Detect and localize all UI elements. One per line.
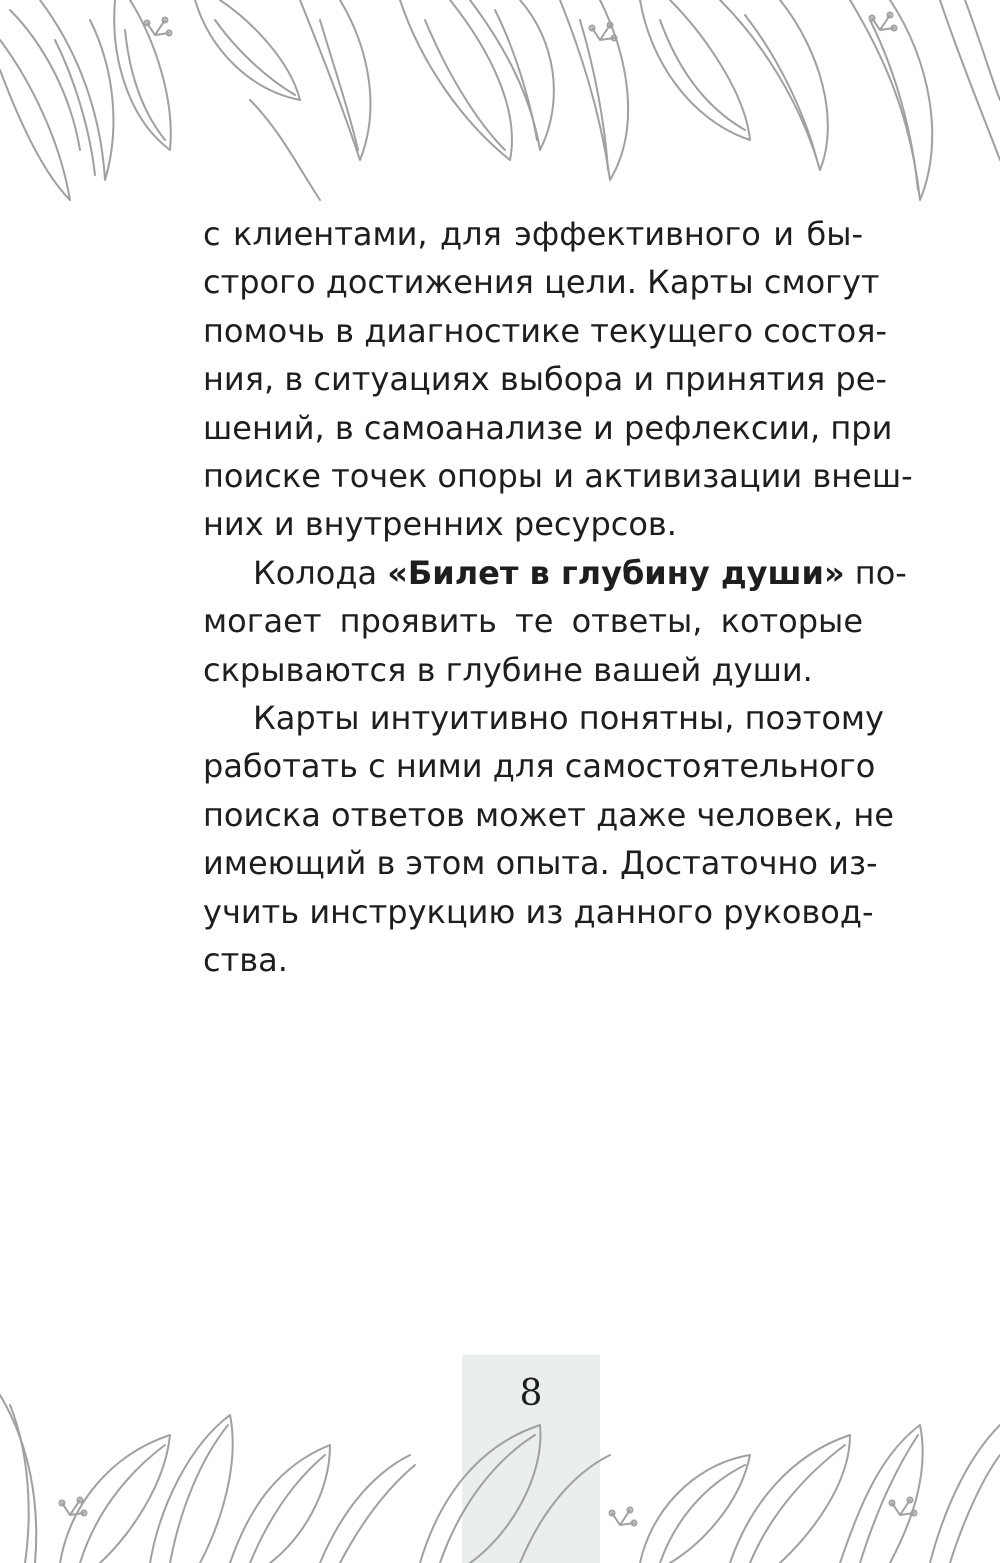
deck-title: «Билет в глубину души» <box>387 553 845 592</box>
text-line: Карты интуитивно понятны, поэтому <box>253 699 884 738</box>
text-line: поиска ответов может даже человек, не <box>203 795 894 834</box>
text-line: учить инструкцию из данного руковод- <box>203 892 874 931</box>
text-line: скрываются в глубине вашей души. <box>203 650 813 689</box>
text-line: шений, в самоанализе и рефлексии, при <box>203 408 893 447</box>
text-line: них и внутренних ресурсов. <box>203 505 677 544</box>
text-line: помочь в диагностике текущего состоя- <box>203 311 888 350</box>
bottom-floral-ornament-icon <box>0 1365 1000 1563</box>
paragraph-3 <box>203 694 894 984</box>
paragraph-1 <box>203 210 913 549</box>
text-run: Колода <box>253 553 388 592</box>
text-line: ния, в ситуациях выбора и принятия ре- <box>203 360 887 399</box>
page-number: 8 <box>519 1373 543 1414</box>
text-line: могает проявить те ответы, которые <box>203 602 863 641</box>
text-run: по- <box>844 553 907 592</box>
text-line: ства. <box>203 941 288 980</box>
paragraph-2 <box>203 549 907 694</box>
text-line: строго достижения цели. Карты смогут <box>203 263 880 302</box>
text-line: работать с ними для самостоятельного <box>203 747 876 786</box>
text-line <box>203 549 907 597</box>
top-floral-ornament-icon <box>0 0 1000 215</box>
body-text <box>203 210 913 985</box>
text-line: поиске точек опоры и активизации внеш- <box>203 457 913 496</box>
text-line: имеющий в этом опыта. Достаточно из- <box>203 844 878 883</box>
text-line: с клиентами, для эффективного и бы- <box>203 215 863 253</box>
